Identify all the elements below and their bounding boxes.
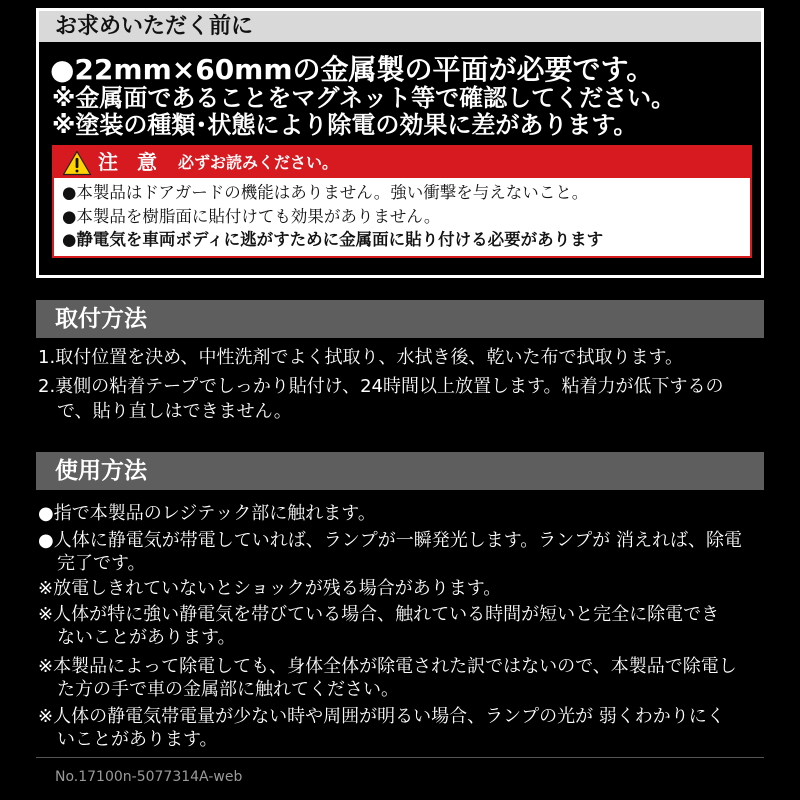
usage-section-bar	[36, 452, 764, 490]
caution-title: 注 意	[98, 150, 163, 174]
installation-heading: 取付方法	[55, 306, 147, 332]
caution-box	[52, 145, 752, 258]
usage-item-line: ないことがあります。	[57, 627, 236, 648]
usage-item-line: た方の手で車の金属部に触れてください。	[57, 679, 399, 700]
installation-step-line: 1.取付位置を決め、中性洗剤でよく拭取り、水拭き後、乾いた布で拭取ります。	[38, 347, 684, 368]
usage-item-line: ※放電しきれていないとショックが残る場合があります。	[38, 578, 502, 599]
usage-item-line: ※本製品によって除電しても、身体全体が除電された訳ではないので、本製品で除電し	[38, 656, 737, 677]
installation-step-line: 2.裏側の粘着テープでしっかり貼付け、24時間以上放置します。粘着力が低下するの	[38, 376, 724, 397]
caution-subtitle: 必ずお読みください。	[178, 153, 339, 172]
installation-step-line: で、貼り直しはできません。	[57, 401, 292, 422]
requirement-text: ●22mm×60mmの金属製の平面が必要です。	[50, 53, 655, 86]
installation-section-bar	[36, 300, 764, 338]
usage-item-line: 完了です。	[57, 553, 146, 574]
caution-item: ●静電気を車両ボディに逃がすために金属面に貼り付ける必要があります	[62, 230, 604, 249]
usage-item-line: ●人体に静電気が帯電していれば、ランプが一瞬発光します。ランプが 消えれば、除電	[38, 530, 742, 551]
product-code: No.17100n-5077314A-web	[55, 769, 243, 785]
footer-divider	[36, 757, 764, 758]
usage-heading: 使用方法	[55, 458, 147, 484]
notice-box	[36, 8, 764, 278]
note-text: ※塗装の種類･状態により除電の効果に差があります。	[52, 111, 638, 139]
usage-item-line: ●指で本製品のレジテック部に触れます。	[38, 503, 376, 524]
usage-item-line: ※人体が特に強い静電気を帯びている場合、触れている時間が短いと完全に除電でき	[38, 604, 720, 625]
usage-item-line: いことがあります。	[57, 729, 218, 750]
caution-item: ●本製品はドアガードの機能はありません。強い衝撃を与えないこと。	[62, 183, 589, 202]
caution-header	[54, 147, 750, 178]
warning-icon	[62, 150, 92, 176]
usage-item-line: ※人体の静電気帯電量が少ない時や周囲が明るい場合、ランプの光が 弱くわかりにく	[38, 706, 725, 727]
note-text: ※金属面であることをマグネット等で確認してください。	[52, 84, 676, 112]
caution-item: ●本製品を樹脂面に貼付けても効果がありません。	[62, 207, 441, 226]
notice-header-title: お求めいただく前に	[39, 11, 761, 42]
